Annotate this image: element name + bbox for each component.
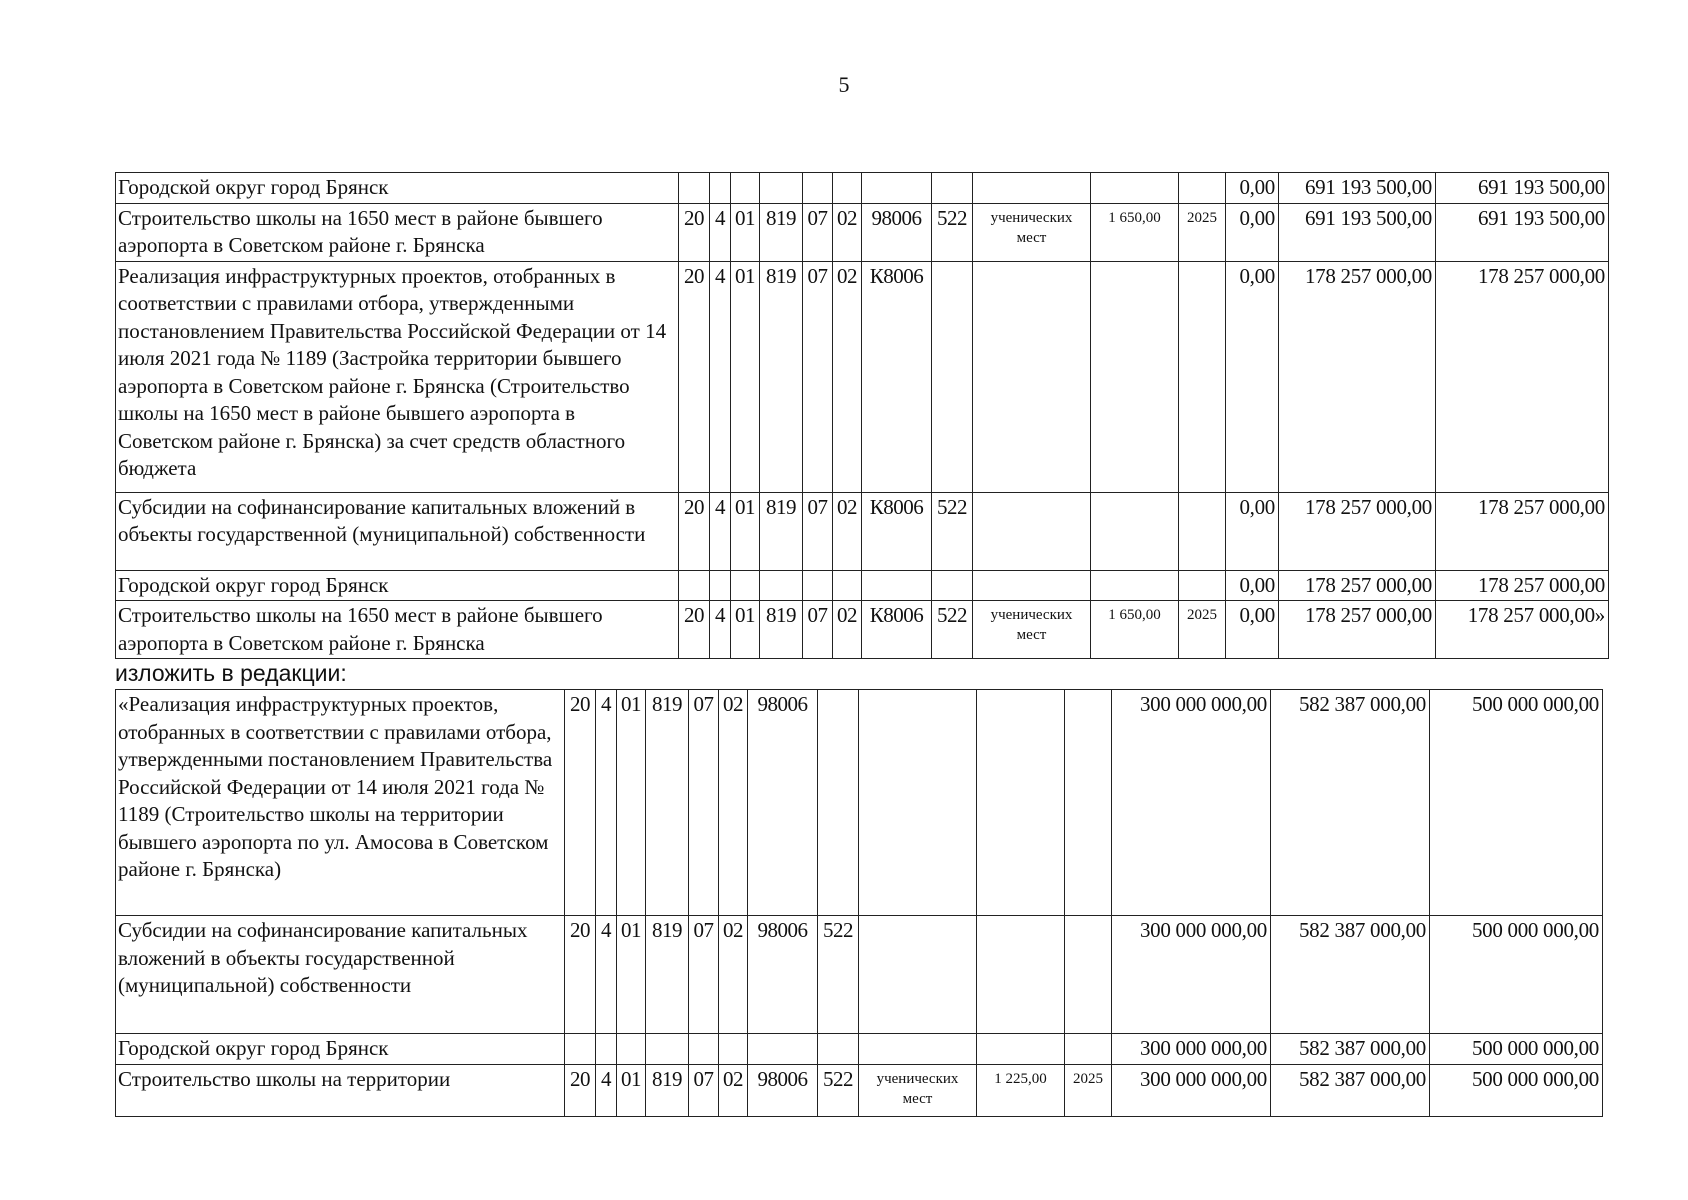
code-section: 20 [679,492,710,570]
table-row [116,570,1609,601]
code-subchapter: 02 [719,916,748,1034]
code-expense-type [818,1034,859,1065]
row-name: Строительство школы на 1650 мест в районе бывшего аэропорта в Советском районе г. Брянска [116,203,679,261]
value-3: 178 257 000,00» [1436,601,1609,659]
code-subprogram: 01 [731,601,760,659]
capacity [1091,492,1179,570]
code-ministry: 819 [760,203,803,261]
page-number: 5 [838,72,850,97]
code-target: 98006 [748,1064,818,1116]
year [1179,492,1226,570]
value-1: 0,00 [1226,570,1279,601]
value-3: 500 000 000,00 [1430,1034,1603,1065]
code-section: 20 [679,601,710,659]
row-name: Городской округ город Брянск [116,173,679,204]
code-program: 4 [710,203,731,261]
table-row [116,261,1609,492]
code-section [565,1034,596,1065]
code-target: К8006 [862,492,932,570]
code-target: К8006 [862,261,932,492]
code-chapter: 07 [689,916,719,1034]
row-name: Субсидии на софинансирование капитальных вложений в объекты государственной (муниципальной) собственности [116,916,565,1034]
capacity [977,690,1065,916]
year [1065,916,1112,1034]
code-section: 20 [565,1064,596,1116]
code-subchapter [833,173,862,204]
code-section: 20 [565,916,596,1034]
table-row [116,916,1603,1034]
unit-measure [859,1034,977,1065]
code-subprogram: 01 [731,203,760,261]
capacity [1091,261,1179,492]
table-row [116,203,1609,261]
unit-measure: ученических мест [973,601,1091,659]
code-expense-type [932,261,973,492]
code-chapter: 07 [803,261,833,492]
code-target [748,1034,818,1065]
value-3: 178 257 000,00 [1436,261,1609,492]
row-name: Городской округ город Брянск [116,1034,565,1065]
code-program: 4 [596,916,617,1034]
code-chapter: 07 [803,203,833,261]
code-chapter [803,173,833,204]
code-target: 98006 [862,203,932,261]
value-1: 0,00 [1226,261,1279,492]
code-expense-type: 522 [818,916,859,1034]
budget-table-old-body [116,173,1609,659]
code-program: 4 [710,601,731,659]
code-ministry [760,173,803,204]
year: 2025 [1179,601,1226,659]
code-program: 4 [710,261,731,492]
code-ministry: 819 [760,601,803,659]
unit-measure [859,916,977,1034]
capacity [1091,173,1179,204]
value-3: 500 000 000,00 [1430,916,1603,1034]
code-chapter: 07 [803,601,833,659]
year [1065,690,1112,916]
code-target [862,570,932,601]
code-section: 20 [565,690,596,916]
value-3: 178 257 000,00 [1436,492,1609,570]
code-section [679,570,710,601]
code-program: 4 [710,492,731,570]
unit-measure [973,173,1091,204]
code-subprogram [731,570,760,601]
code-ministry: 819 [646,1064,689,1116]
code-expense-type [932,173,973,204]
code-subprogram: 01 [617,690,646,916]
code-subchapter [833,570,862,601]
code-section: 20 [679,203,710,261]
code-chapter: 07 [689,1064,719,1116]
value-3: 691 193 500,00 [1436,203,1609,261]
code-program: 4 [596,690,617,916]
code-expense-type [932,570,973,601]
code-target: 98006 [748,690,818,916]
code-program [710,570,731,601]
budget-table-new [115,689,1603,1117]
budget-table-old [115,172,1609,659]
code-subchapter: 02 [833,203,862,261]
code-section [679,173,710,204]
code-subchapter: 02 [719,1064,748,1116]
value-1: 300 000 000,00 [1112,1034,1271,1065]
capacity [977,1034,1065,1065]
code-subchapter: 02 [833,601,862,659]
code-ministry [760,570,803,601]
value-1: 300 000 000,00 [1112,1064,1271,1116]
unit-measure: ученических мест [973,203,1091,261]
code-expense-type: 522 [932,203,973,261]
value-2: 691 193 500,00 [1279,203,1436,261]
value-2: 178 257 000,00 [1279,570,1436,601]
code-subprogram: 01 [617,916,646,1034]
row-name: Городской округ город Брянск [116,570,679,601]
table-row [116,173,1609,204]
table-row [116,492,1609,570]
value-2: 178 257 000,00 [1279,492,1436,570]
value-1: 0,00 [1226,203,1279,261]
code-chapter: 07 [803,492,833,570]
code-subprogram: 01 [731,261,760,492]
code-chapter: 07 [689,690,719,916]
code-ministry: 819 [760,492,803,570]
capacity [977,916,1065,1034]
value-1: 0,00 [1226,601,1279,659]
code-expense-type: 522 [932,492,973,570]
unit-measure [973,261,1091,492]
year: 2025 [1179,203,1226,261]
code-ministry: 819 [760,261,803,492]
code-expense-type: 522 [932,601,973,659]
year [1179,261,1226,492]
budget-table-new-body [116,690,1603,1117]
capacity: 1 650,00 [1091,601,1179,659]
unit-measure: ученических мест [859,1064,977,1116]
table-row [116,1064,1603,1116]
value-1: 300 000 000,00 [1112,916,1271,1034]
code-chapter [689,1034,719,1065]
unit-measure [859,690,977,916]
table-row [116,690,1603,916]
code-subprogram: 01 [617,1064,646,1116]
value-2: 691 193 500,00 [1279,173,1436,204]
code-subchapter: 02 [719,690,748,916]
code-subchapter [719,1034,748,1065]
value-1: 0,00 [1226,492,1279,570]
code-subchapter: 02 [833,492,862,570]
value-2: 582 387 000,00 [1271,690,1430,916]
capacity: 1 225,00 [977,1064,1065,1116]
table-row [116,601,1609,659]
value-2: 582 387 000,00 [1271,1064,1430,1116]
value-2: 582 387 000,00 [1271,1034,1430,1065]
table-row [116,1034,1603,1065]
code-ministry [646,1034,689,1065]
value-3: 691 193 500,00 [1436,173,1609,204]
row-name: Субсидии на софинансирование капитальных вложений в объекты государственной (муниципальной) собственности [116,492,679,570]
year [1179,570,1226,601]
value-2: 178 257 000,00 [1279,261,1436,492]
code-program [710,173,731,204]
code-target [862,173,932,204]
capacity: 1 650,00 [1091,203,1179,261]
code-section: 20 [679,261,710,492]
code-ministry: 819 [646,690,689,916]
unit-measure [973,570,1091,601]
code-program [596,1034,617,1065]
code-subprogram [731,173,760,204]
value-3: 178 257 000,00 [1436,570,1609,601]
code-program: 4 [596,1064,617,1116]
code-chapter [803,570,833,601]
code-target: К8006 [862,601,932,659]
transition-text: изложить в редакции: [115,660,347,686]
value-1: 300 000 000,00 [1112,690,1271,916]
capacity [1091,570,1179,601]
code-expense-type [818,690,859,916]
row-name: Строительство школы на 1650 мест в районе бывшего аэропорта в Советском районе г. Брянска [116,601,679,659]
value-2: 582 387 000,00 [1271,916,1430,1034]
year [1065,1034,1112,1065]
code-subchapter: 02 [833,261,862,492]
value-2: 178 257 000,00 [1279,601,1436,659]
value-3: 500 000 000,00 [1430,690,1603,916]
code-subprogram [617,1034,646,1065]
code-expense-type: 522 [818,1064,859,1116]
value-1: 0,00 [1226,173,1279,204]
year [1179,173,1226,204]
year: 2025 [1065,1064,1112,1116]
row-name: «Реализация инфраструктурных проектов, отобранных в соответствии с правилами отбора, утвержденными постановлением Правительства Российской Федерации от 14 июля 2021 года № 1189 (Строительство школы на территории бывшего аэропорта по ул. Амосова в Советском районе г. Брянска) [116,690,565,916]
row-name: Реализация инфраструктурных проектов, отобранных в соответствии с правилами отбора, утвержденными постановлением Правительства Российской Федерации от 14 июля 2021 года № 1189 (Застройка территории бывшего аэропорта в Советском районе г. Брянска (Строительство школы на 1650 мест в районе бывшего аэропорта в Советском районе г. Брянска) за счет средств областного бюджета [116,261,679,492]
code-ministry: 819 [646,916,689,1034]
code-target: 98006 [748,916,818,1034]
unit-measure [973,492,1091,570]
row-name: Строительство школы на территории [116,1064,565,1116]
code-subprogram: 01 [731,492,760,570]
value-3: 500 000 000,00 [1430,1064,1603,1116]
